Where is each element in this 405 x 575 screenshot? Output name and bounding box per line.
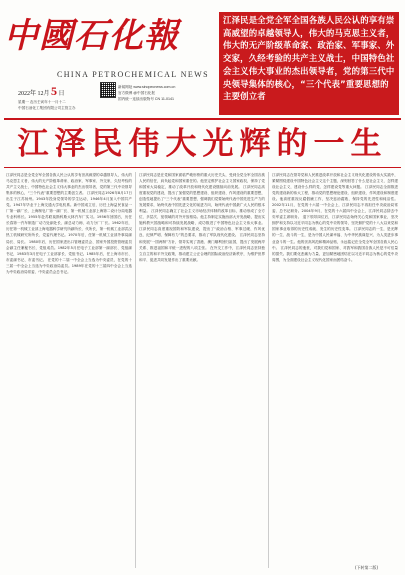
date-day: 5 bbox=[51, 84, 58, 98]
issue-date bbox=[18, 84, 113, 99]
banner-box: 江泽民是全党全军全国各族人民公认的享有崇高威望的卓越领导人，伟大的马克思主义者，伟大的无产阶级革命家、政治家、军事家、外交家，久经考验的共产主义战士，中国特色社会主义伟大事业的杰出领导者，党的第三代中央领导集体的核心，“三个代表”重要思想的主要创立者 bbox=[219, 12, 399, 115]
main-headline: 江泽民伟大光辉的一生 bbox=[17, 126, 388, 162]
contact-info bbox=[118, 84, 206, 102]
article-column-2: 江泽民同志是在党和国家面临严峻形势的重大历史关头，受到全党全军全国各族人民的信任，肩负起党和国家重任的。他坚定维护社会主义国家政权，保持了党和国家大局稳定，推动了改革开放和现代化建设继续向前发展。 江泽民同志高度重视党的建设，提出了加强党的思想建设、组织建设、作风建设的重要思想，创造性地提出了“三个代表”重要思想，强调我们党要始终代表中国先进生产力的发展要求，始终代表中国先进文化的前进方向，始终代表中国最广大人民的根本利益。 江泽民同志确立了社会主义市场经济体制的改革目标，推动形成了全方位、多层次、宽领域的对外开放格局。他主持制定实施西部大开发战略，提出实施科教兴国战略和可持续发展战略，成功推进了中国特色社会主义伟大事业。 江泽民同志高度重视国防和军队建设，提出了“政治合格、军事过硬、作风优良、纪律严明、保障有力”的总要求，推动了军队现代化建设。 江泽民同志坚持和发展“一国两制”方针，领导实现了香港、澳门顺利回归祖国，提出了发展两岸关系、推进祖国和平统一进程的八项主张。 在外交工作中，江泽民同志坚持独立自主的和平外交政策，推动建立公正合理的国际政治经济新秩序，为维护世界和平、促进共同发展作出了重要贡献。 bbox=[139, 173, 265, 262]
column-divider bbox=[268, 172, 269, 568]
column-divider bbox=[135, 172, 136, 568]
headline-rule bbox=[4, 167, 401, 168]
contact-line: 国内统一连续出版物号 CN 11-0141 bbox=[118, 97, 175, 101]
continued-note: (下转第二版) bbox=[355, 565, 379, 570]
english-name: CHINA PETROCHEMICAL NEWS bbox=[57, 70, 209, 79]
masthead bbox=[0, 0, 405, 118]
top-rule bbox=[4, 118, 401, 120]
newspaper-logo: 中國石化報 bbox=[4, 16, 179, 56]
article-column-3: 江泽民同志在领导党和人民推进改革开放和社会主义现代化建设的伟大实践中，紧紧围绕建设中国特色社会主义这个主题，深刻回答了什么是社会主义、怎样建设社会主义，建设什么样的党、怎样建设党等重大问题。 江泽民同志全面推进党的建设新的伟大工程，推动党的思想理论建设、组织建设、作风建设和制度建设。他高度重视反腐倡廉工作，坚决惩治腐败，保持党的先进性和纯洁性。 2002年11月，在党的十六届一中全会上，江泽民同志不再担任中央政治局常委、总书记职务。2004年9月，在党的十六届四中全会上，江泽民同志辞去中央军委主席职务。 退下领导岗位后，江泽民同志始终关心党和国家事业，坚决拥护和支持以习近平同志为核心的党中央的领导，坚决拥护党的十八大以来党和国家事业取得的历史性成就、发生的历史性变革。 江泽民同志的一生，是光辉的一生、战斗的一生，是为中国人民谋幸福、为中华民族谋复兴、为人类进步事业奋斗的一生。他的崇高风范和精神品格，永远铭记在全党全军全国各族人民心中。 江泽民同志的逝世，对我们党和国家、对我军和我国各族人民是不可估量的损失。我们要化悲痛为力量，更加紧密地团结在以习近平同志为核心的党中央周围，为全面建设社会主义现代化国家而团结奋斗。 bbox=[272, 173, 398, 262]
lunar-date: 星期一 农历壬寅年十一月十二 bbox=[18, 100, 66, 104]
date-prefix: 2022年 12月 bbox=[18, 91, 50, 97]
contact-line: 官方微博 @中国石化报 bbox=[118, 91, 155, 95]
contact-line: 新闻网址 www.sinopecnews.com.cn bbox=[118, 85, 176, 89]
date-weekday: 日 bbox=[58, 91, 65, 97]
issue-info bbox=[18, 84, 113, 111]
article-column-1: 江泽民同志是全党全军全国各族人民公认的享有崇高威望的卓越领导人，伟大的马克思主义者，伟大的无产阶级革命家、政治家、军事家、外交家，久经考验的共产主义战士，中国特色社会主义伟大事业的杰出领导者，党的第三代中央领导集体的核心，“三个代表”重要思想的主要创立者。 江泽民同志1926年8月17日出生于江苏扬州。1943年投身党领导的学生运动，1946年4月加入中国共产党。1947年毕业于上海交通大学电机系。新中国成立后，历任上海益民食品一厂第一副厂长、上海制皂厂第一副厂长、第一机械工业部上海第二设计分局电器专业科科长。1955年赴苏联莫斯科斯大林汽车厂实习。1956年回国后，历任长春第一汽车制造厂动力处副处长、副总动力师、动力分厂厂长。1962年后，历任第一机械工业部上海电器科学研究所副所长、代所长，第一机械工业部武汉热工机械研究所所长、党委代理书记。1970年后，任第一机械工业部外事局副局长、局长。 1980年后，历任国家进出口管理委员会、国家外国投资管理委员会副主任兼秘书长、党组成员。1982年5月任电子工业部第一副部长、党组副书记，1983年3月任电子工业部部长、党组书记。1985年后，任上海市市长、市委副书记、市委书记。 在党的十二届一中全会上当选为中央委员，在党的十三届一中全会上当选为中央政治局委员。1989年在党的十三届四中全会上当选为中央政治局常委、中央委员会总书记。 bbox=[6, 173, 132, 274]
publisher-line: 中国石油化工集团有限公司主管主办 bbox=[18, 106, 76, 110]
qr-code-icon bbox=[100, 82, 116, 98]
